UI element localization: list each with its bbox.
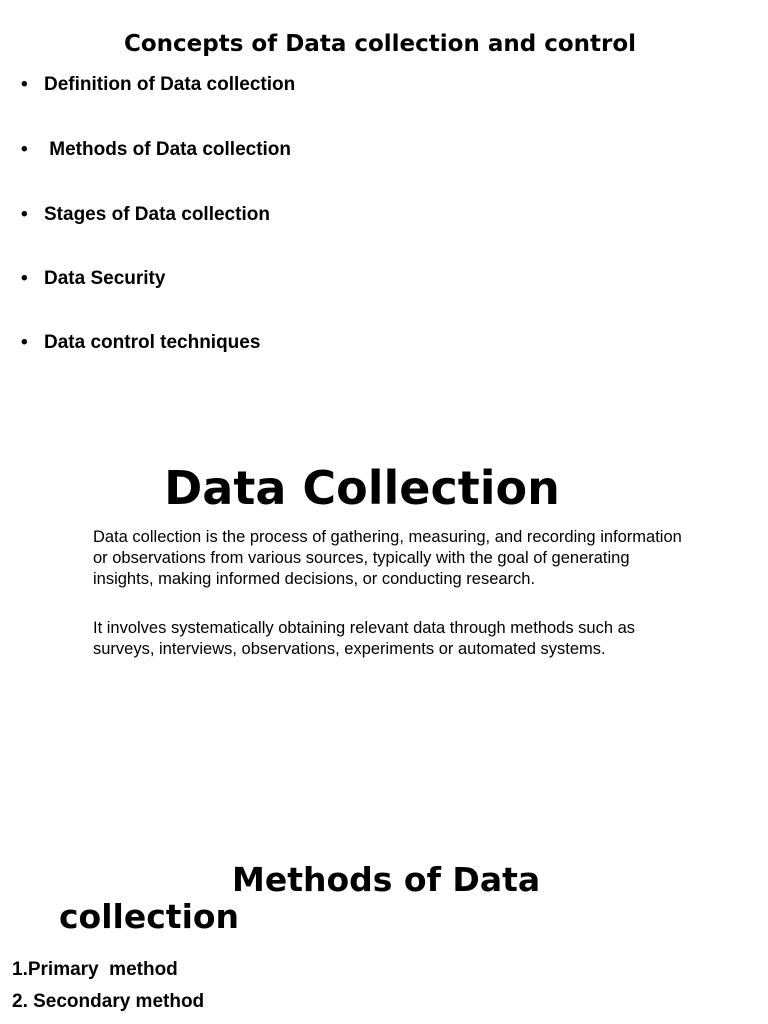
list-item [21,72,295,98]
definition-paragraph: Data collection is the process of gathering, measuring, and recording information or observations from various sources, typically with the goal of generating insights, making informed decisions, or conducting research. [93,528,682,588]
methods-paragraph: It involves systematically obtaining relevant data through methods such as surveys, interviews, observations, experiments or automated systems. [93,619,636,658]
bullet-icon: • [21,74,28,95]
concepts-title: Concepts of Data collection and control [123,31,637,57]
list-item-text: Definition of Data collection [44,74,296,95]
bullet-icon: • [21,139,28,160]
bullet-icon: • [21,268,28,289]
list-item: 1.Primary method [12,959,178,980]
list-item [21,137,291,163]
list-item [21,202,270,228]
bullet-icon: • [21,332,28,353]
data-collection-title: Data Collection [164,461,560,515]
bullet-icon: • [21,204,28,225]
list-item-text: Methods of Data collection [44,139,292,160]
list-item-text: Data Security [44,268,166,289]
list-item [21,330,260,356]
list-item: 2. Secondary method [12,991,205,1012]
list-item-text: Data control techniques [44,332,261,353]
methods-title-line-1: Methods of Data [232,860,541,899]
list-item-text: Stages of Data collection [44,204,270,225]
list-item [21,266,165,292]
methods-title-line-2: collection [59,897,240,936]
